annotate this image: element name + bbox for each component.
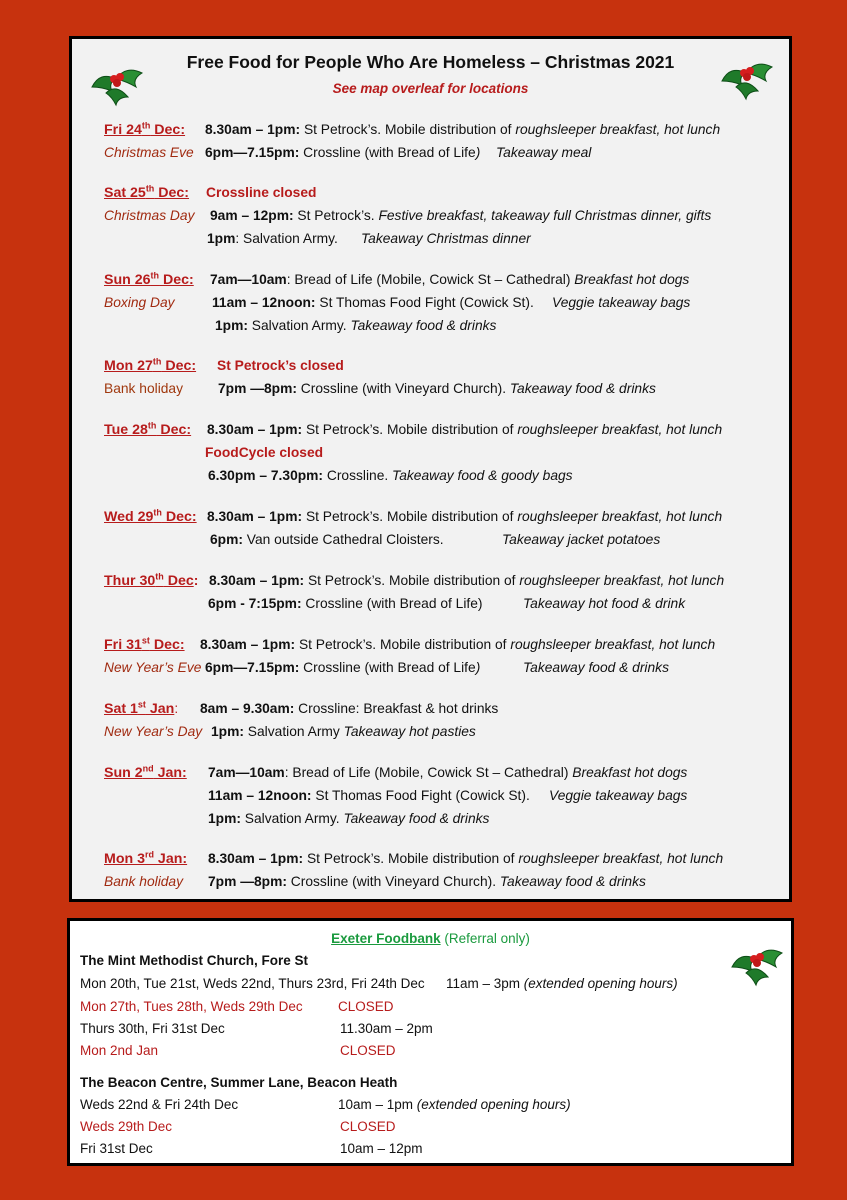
schedule-line: Wed 29th Dec: [104, 507, 197, 525]
foodbank-hours-row: CLOSED [340, 1119, 396, 1134]
schedule-line: Boxing Day [104, 295, 175, 310]
holly-icon [86, 57, 146, 107]
schedule-line: 7pm —8pm: Crossline (with Vineyard Church). Takeaway food & drinks [218, 381, 656, 396]
schedule-line: Tue 28th Dec: [104, 420, 192, 438]
schedule-line: Takeaway hot food & drink [523, 596, 686, 611]
schedule-line: 8.30am – 1pm: St Petrock’s. Mobile distribution of roughsleeper breakfast, hot lunch [207, 509, 723, 524]
schedule-line: Sat 1st Jan: [104, 699, 179, 717]
schedule-line: 9am – 12pm: St Petrock’s. Festive breakfast, takeaway full Christmas dinner, gifts [210, 208, 712, 223]
foodbank-title: Exeter Foodbank (Referral only) [331, 931, 530, 946]
schedule-line: 1pm: Salvation Army. [207, 231, 338, 246]
schedule-line: 8.30am – 1pm: St Petrock’s. Mobile distribution of roughsleeper breakfast, hot lunch [207, 422, 723, 437]
schedule-line: 11am – 12noon: St Thomas Food Fight (Cowick St). [208, 788, 530, 803]
page-title: Free Food for People Who Are Homeless – Christmas 2021 [186, 52, 675, 72]
foodbank-hours-row: Thurs 30th, Fri 31st Dec [80, 1021, 225, 1036]
foodbank-hours-row: CLOSED [338, 999, 394, 1014]
foodbank-hours-row: Fri 31st Dec [80, 1141, 153, 1156]
schedule-line: Sun 26th Dec: [104, 270, 194, 288]
schedule-line: New Year’s Day [104, 724, 203, 739]
schedule-line: Crossline closed [206, 185, 317, 200]
schedule-line: 7am—10am: Bread of Life (Mobile, Cowick St – Cathedral) Breakfast hot dogs [210, 272, 690, 287]
schedule-line: 8.30am – 1pm: St Petrock’s. Mobile distribution of roughsleeper breakfast, hot lunch [200, 637, 716, 652]
schedule-line: Veggie takeaway bags [552, 295, 691, 310]
schedule-line: 1pm: Salvation Army Takeaway hot pasties [211, 724, 476, 739]
schedule-line: Veggie takeaway bags [549, 788, 688, 803]
schedule-line: 7am—10am: Bread of Life (Mobile, Cowick St – Cathedral) Breakfast hot dogs [208, 765, 688, 780]
foodbank-panel [67, 918, 794, 1166]
foodbank-hours-row: 10am – 1pm (extended opening hours) [338, 1097, 571, 1112]
page-subtitle: See map overleaf for locations [332, 81, 529, 96]
schedule-line: Fri 31st Dec: [104, 635, 185, 653]
schedule-line: Sat 25th Dec: [104, 183, 190, 201]
schedule-line: Mon 3rd Jan: [104, 849, 188, 867]
schedule-line: Christmas Day [104, 208, 195, 223]
schedule-line: 8am – 9.30am: Crossline: Breakfast & hot drinks [200, 701, 499, 716]
schedule-line: 8.30am – 1pm: St Petrock’s. Mobile distribution of roughsleeper breakfast, hot lunch [205, 122, 721, 137]
schedule-line: Thur 30th Dec: [104, 571, 199, 589]
schedule-line: Christmas Eve [104, 145, 194, 160]
day-heading: Fri 24th Dec: [104, 120, 186, 138]
foodbank-hours-row: Weds 22nd & Fri 24th Dec [80, 1097, 239, 1112]
foodbank-venue: The Beacon Centre, Summer Lane, Beacon Heath [80, 1075, 398, 1090]
schedule-line: 6pm: Van outside Cathedral Cloisters. [210, 532, 444, 547]
foodbank-hours-row: Mon 2nd Jan [80, 1043, 159, 1058]
schedule-line: 6pm—7.15pm: Crossline (with Bread of Life) [205, 660, 481, 675]
schedule-line: Bank holiday [104, 381, 184, 396]
foodbank-hours-row: Mon 27th, Tues 28th, Weds 29th Dec [80, 999, 303, 1014]
foodbank-hours-row: CLOSED [340, 1043, 396, 1058]
holly-icon [718, 53, 778, 103]
schedule-line: Bank holiday [104, 874, 184, 889]
holly-icon [728, 939, 788, 989]
schedule-line: 6pm - 7:15pm: Crossline (with Bread of Life) [208, 596, 483, 611]
schedule-line: 11am – 12noon: St Thomas Food Fight (Cowick St). [212, 295, 534, 310]
schedule-line: 1pm: Salvation Army. Takeaway food & drinks [208, 811, 490, 826]
schedule-line: 7pm —8pm: Crossline (with Vineyard Church). Takeaway food & drinks [208, 874, 646, 889]
schedule-line: Sun 2nd Jan: [104, 763, 187, 781]
foodbank-hours-row: 10am – 12pm [340, 1141, 423, 1156]
schedule-line: New Year’s Eve [104, 660, 202, 675]
schedule-line: St Petrock’s closed [217, 358, 344, 373]
schedule-line [104, 121, 185, 139]
schedule-line: Takeaway jacket potatoes [502, 532, 661, 547]
foodbank-hours-row: 11am – 3pm (extended opening hours) [446, 976, 678, 991]
foodbank-hours-row: Mon 20th, Tue 21st, Weds 22nd, Thurs 23rd, Fri 24th Dec [80, 976, 425, 991]
schedule-line: 8.30am – 1pm: St Petrock’s. Mobile distribution of roughsleeper breakfast, hot lunch [209, 573, 725, 588]
schedule-line: 6.30pm – 7.30pm: Crossline. Takeaway food & goody bags [208, 468, 573, 483]
schedule-line: 1pm: Salvation Army. Takeaway food & drinks [215, 318, 497, 333]
schedule-line: Takeaway Christmas dinner [361, 231, 531, 246]
schedule-line: FoodCycle closed [205, 445, 324, 460]
christmas-schedule-panel [69, 36, 792, 902]
foodbank-hours-row: Weds 29th Dec [80, 1119, 173, 1134]
schedule-line: 8.30am – 1pm: St Petrock’s. Mobile distribution of roughsleeper breakfast, hot lunch [208, 851, 724, 866]
schedule-line: Mon 27th Dec: [104, 356, 197, 374]
foodbank-hours-row: 11.30am – 2pm [340, 1021, 433, 1036]
schedule-line: 6pm—7.15pm: Crossline (with Bread of Life) [205, 145, 481, 160]
schedule-line: Takeaway meal [496, 145, 592, 160]
schedule-line: Takeaway food & drinks [523, 660, 669, 675]
foodbank-venue: The Mint Methodist Church, Fore St [80, 953, 308, 968]
